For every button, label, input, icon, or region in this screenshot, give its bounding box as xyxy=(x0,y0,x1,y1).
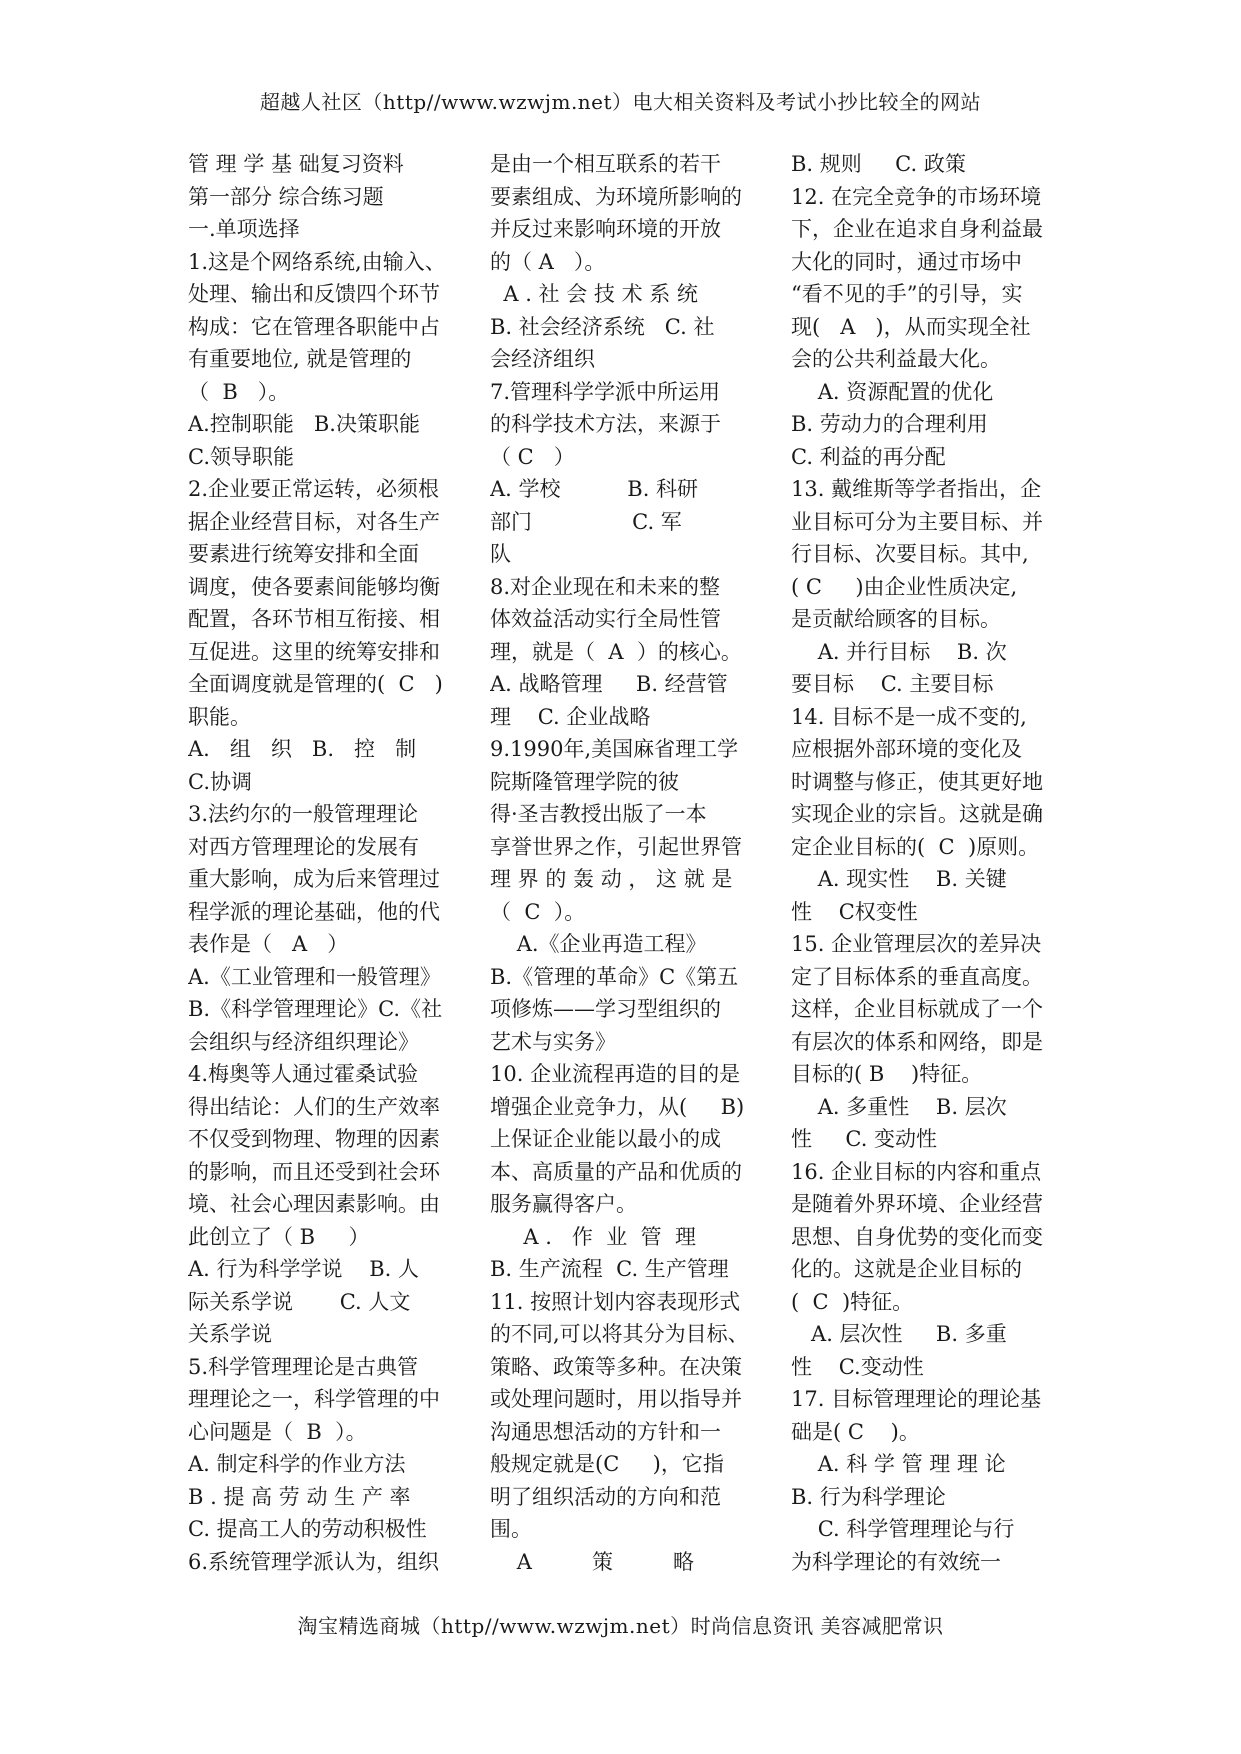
text-line: 业目标可分为主要目标、并 xyxy=(791,509,1043,534)
text-line: 8.对企业现在和未来的整 xyxy=(490,574,721,599)
text-line: A 策 略 xyxy=(490,1549,695,1574)
text-line: ( C )由企业性质决定, xyxy=(791,574,1018,599)
text-line: 享誉世界之作，引起世界管 xyxy=(490,834,742,859)
text-line: 是随着外界环境、企业经营 xyxy=(791,1192,1043,1216)
text-line: 要素进行统筹安排和全面 xyxy=(188,542,419,566)
text-line: 实现企业的宗旨。这就是确 xyxy=(791,802,1043,826)
text-line: 理 界 的 轰 动 ， 这 就 是 xyxy=(490,867,733,891)
text-line: A. 学校 B. 科研 xyxy=(490,477,699,501)
text-line: ( C )特征。 xyxy=(791,1289,914,1314)
text-line: 大化的同时，通过市场中 xyxy=(791,249,1022,274)
text-line: 3.法约尔的一般管理理论 xyxy=(188,802,419,826)
column-1 xyxy=(188,148,450,1578)
text-line: 对西方管理理论的发展有 xyxy=(188,834,419,859)
text-line: 理理论之一，科学管理的中 xyxy=(188,1387,440,1411)
text-line: 化的。这就是企业目标的 xyxy=(791,1257,1022,1281)
text-line: 配置，各环节相互衔接、相 xyxy=(188,607,440,631)
text-line: 目标的( B )特征。 xyxy=(791,1062,983,1086)
text-line: 4.梅奥等人通过霍桑试验 xyxy=(188,1062,419,1086)
text-line: 要素组成、为环境所影响的 xyxy=(490,184,742,209)
text-line: C. 提高工人的劳动积极性 xyxy=(188,1517,427,1541)
text-line: A.控制职能 B.决策职能 xyxy=(188,412,420,436)
page-footer: 淘宝精选商城（http//www.wzwjm.net）时尚信息资讯 美容减肥常识 xyxy=(297,1614,944,1638)
text-line: 际关系学说 C. 人文 xyxy=(188,1289,411,1314)
text-line: 下，企业在追求自身利益最 xyxy=(791,217,1043,241)
text-line: 此创立了（ B ） xyxy=(188,1224,370,1249)
text-line: 的科学技术方法，来源于 xyxy=(490,412,721,436)
text-line: 思想、自身优势的变化而变 xyxy=(791,1224,1043,1249)
text-line: 6.系统管理学派认为，组织 xyxy=(188,1549,440,1574)
text-line: 关系学说 xyxy=(188,1322,272,1346)
text-line: 项修炼——学习型组织的 xyxy=(490,997,721,1021)
text-line: 17. 目标管理理论的理论基 xyxy=(791,1387,1042,1411)
text-line: 11. 按照计划内容表现形式 xyxy=(490,1289,741,1314)
text-line: B. 生产流程 C. 生产管理 xyxy=(490,1257,729,1281)
text-line: C. 利益的再分配 xyxy=(791,444,946,469)
column-2 xyxy=(490,148,752,1578)
text-line: 12. 在完全竞争的市场环境 xyxy=(791,184,1042,209)
text-line: 体效益活动实行全局性管 xyxy=(490,607,721,631)
column-3 xyxy=(791,148,1053,1578)
text-line: 的（ A ）。 xyxy=(490,249,606,274)
text-line: A. 资源配置的优化 xyxy=(791,379,994,404)
text-line: B. 规则 C. 政策 xyxy=(791,152,966,176)
text-line: 定了目标体系的垂直高度。 xyxy=(791,964,1043,989)
text-line: （ B ）。 xyxy=(188,379,290,404)
text-line: 的不同,可以将其分为目标、 xyxy=(490,1322,749,1346)
text-line: 上保证企业能以最小的成 xyxy=(490,1127,721,1151)
text-line: B. 行为科学理论 xyxy=(791,1484,946,1509)
text-line: 这样，企业目标就成了一个 xyxy=(791,997,1043,1021)
text-line: C. 科学管理理论与行 xyxy=(791,1517,1015,1541)
text-line: 的影响，而且还受到社会环 xyxy=(188,1159,440,1184)
text-line: 2.企业要正常运转，必须根 xyxy=(188,477,440,501)
text-line: 得·圣吉教授出版了一本 xyxy=(490,802,707,826)
text-line: A. 行为科学学说 B. 人 xyxy=(188,1257,419,1281)
text-line: A. 战略管理 B. 经营管 xyxy=(490,672,728,696)
text-line: 础是( C )。 xyxy=(791,1419,920,1444)
text-line: 不仅受到物理、物理的因素 xyxy=(188,1127,440,1151)
text-line: 院斯隆管理学院的彼 xyxy=(490,769,679,794)
text-line: 职能。 xyxy=(188,704,251,729)
text-line: 是由一个相互联系的若干 xyxy=(490,152,721,176)
text-line: 策略、政策等多种。在决策 xyxy=(490,1354,742,1379)
text-line: 性 C.变动性 xyxy=(791,1354,924,1379)
text-line: B . 提 高 劳 动 生 产 率 xyxy=(188,1484,411,1509)
text-line: 定企业目标的( C )原则。 xyxy=(791,834,1040,859)
text-line: A. 多重性 B. 层次 xyxy=(791,1094,1007,1119)
text-line: 调度，使各要素间能够均衡 xyxy=(188,574,440,599)
text-line: 围。 xyxy=(490,1517,532,1541)
text-line: 明了组织活动的方向和范 xyxy=(490,1484,721,1509)
text-line: 应根据外部环境的变化及 xyxy=(791,737,1022,761)
text-line: B. 社会经济系统 C. 社 xyxy=(490,314,715,339)
text-line: 全面调度就是管理的( C ) xyxy=(188,672,443,696)
text-line: 般规定就是(C )，它指 xyxy=(490,1452,724,1476)
text-line: 14. 目标不是一成不变的, xyxy=(791,704,1027,729)
text-line: 或处理问题时，用以指导并 xyxy=(490,1387,742,1411)
text-line: 互促进。这里的统筹安排和 xyxy=(188,639,440,664)
text-line: 艺术与实务》 xyxy=(490,1029,616,1054)
text-line: 15. 企业管理层次的差异决 xyxy=(791,932,1042,956)
text-line: 一.单项选择 xyxy=(188,217,300,241)
text-line: 境、社会心理因素影响。由 xyxy=(188,1192,440,1216)
text-line: 要目标 C. 主要目标 xyxy=(791,672,994,696)
text-line: 沟通思想活动的方针和一 xyxy=(490,1419,721,1444)
text-line: 9.1990年,美国麻省理工学 xyxy=(490,737,739,761)
text-line: （ C ）。 xyxy=(490,899,586,924)
text-line: 13. 戴维斯等学者指出，企 xyxy=(791,477,1042,501)
text-line: 有重要地位, 就是管理的 xyxy=(188,347,412,371)
text-line: 重大影响，成为后来管理过 xyxy=(188,867,440,891)
text-line: （ C ） xyxy=(490,444,575,469)
text-line: A. 制定科学的作业方法 xyxy=(188,1452,406,1476)
text-line: 管 理 学 基 础复习资料 xyxy=(188,152,404,176)
text-line: B.《科学管理理论》C.《社 xyxy=(188,997,443,1021)
text-line: 10. 企业流程再造的目的是 xyxy=(490,1062,741,1086)
text-line: A . 作 业 管 理 xyxy=(490,1224,696,1249)
text-line: A. 层次性 B. 多重 xyxy=(791,1322,1007,1346)
text-line: 表作是（ A ） xyxy=(188,932,349,956)
text-line: “看不见的手”的引导，实 xyxy=(791,282,1023,306)
text-line: 程学派的理论基础，他的代 xyxy=(188,899,440,924)
text-line: 现( A )，从而实现全社 xyxy=(791,314,1031,339)
text-line: A.《工业管理和一般管理》 xyxy=(188,964,441,989)
text-line: A. 并行目标 B. 次 xyxy=(791,639,1007,664)
text-line: 处理、输出和反馈四个环节 xyxy=(188,282,440,306)
text-line: 本、高质量的产品和优质的 xyxy=(490,1159,742,1184)
text-line: 会的公共利益最大化。 xyxy=(791,347,1001,371)
text-line: 第一部分 综合练习题 xyxy=(188,184,384,209)
text-line: 并反过来影响环境的开放 xyxy=(490,217,721,241)
text-line: 理 C. 企业战略 xyxy=(490,704,651,729)
text-line: C.领导职能 xyxy=(188,444,294,469)
text-line: 1.这是个网络系统,由输入、 xyxy=(188,249,446,274)
text-line: 5.科学管理理论是古典管 xyxy=(188,1354,419,1379)
text-line: 构成：它在管理各职能中占 xyxy=(188,314,440,339)
text-line: C.协调 xyxy=(188,769,252,794)
text-line: 7.管理科学学派中所运用 xyxy=(490,379,721,404)
text-line: A. 现实性 B. 关键 xyxy=(791,867,1007,891)
text-line: A.《企业再造工程》 xyxy=(490,932,707,956)
text-line: A . 社 会 技 术 系 统 xyxy=(490,282,698,306)
text-line: 时调整与修正，使其更好地 xyxy=(791,769,1043,794)
text-line: 性 C. 变动性 xyxy=(791,1127,938,1151)
text-line: B.《管理的革命》C《第五 xyxy=(490,964,739,989)
text-line: B. 劳动力的合理利用 xyxy=(791,412,988,436)
text-line: 服务赢得客户。 xyxy=(490,1192,637,1216)
text-line: 增强企业竞争力，从( B) xyxy=(490,1094,745,1119)
text-line: 心问题是（ B ）。 xyxy=(188,1419,367,1444)
text-line: 得出结论：人们的生产效率 xyxy=(188,1094,440,1119)
text-line: 部门 C. 军 xyxy=(490,509,682,534)
text-line: 行目标、次要目标。其中, xyxy=(791,542,1029,566)
text-line: 会组织与经济组织理论》 xyxy=(188,1029,419,1054)
text-line: A. 组 织 B. 控 制 xyxy=(188,737,417,761)
text-line: 有层次的体系和网络，即是 xyxy=(791,1029,1043,1054)
text-line: 队 xyxy=(490,542,511,566)
text-line: A. 科 学 管 理 理 论 xyxy=(791,1452,1006,1476)
page-header: 超越人社区（http//www.wzwjm.net）电大相关资料及考试小抄比较全的网站 xyxy=(259,90,982,114)
text-line: 理，就是（ A ）的核心。 xyxy=(490,639,742,664)
text-line: 会经济组织 xyxy=(490,347,595,371)
text-line: 16. 企业目标的内容和重点 xyxy=(791,1159,1042,1184)
text-line: 是贡献给顾客的目标。 xyxy=(791,607,1001,631)
text-line: 性 C权变性 xyxy=(791,899,918,924)
text-line: 据企业经营目标，对各生产 xyxy=(188,509,440,534)
text-line: 为科学理论的有效统一 xyxy=(791,1549,1001,1574)
